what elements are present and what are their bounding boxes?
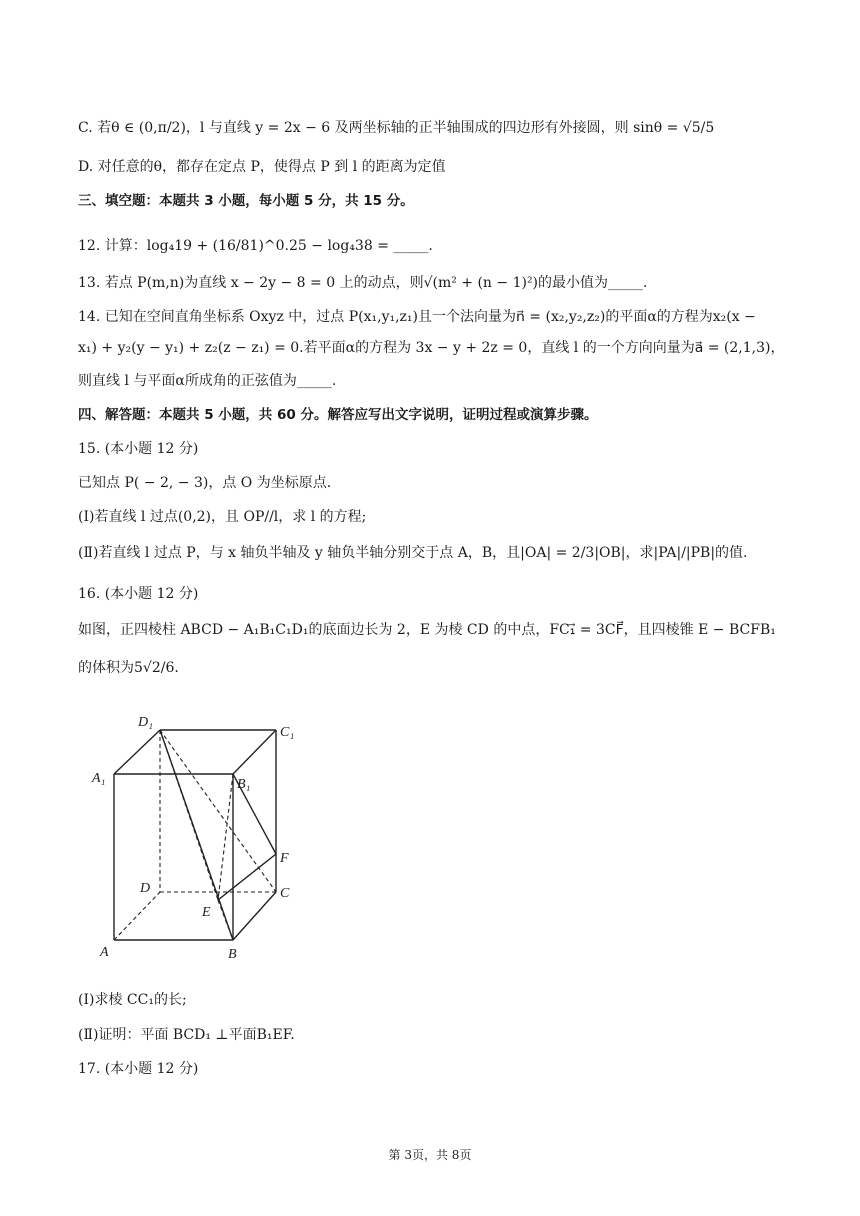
- question-14-line-3: 则直线 l 与平面α所成角的正弦值为_____.: [78, 373, 337, 389]
- section-fill-in-heading: 三、填空题：本题共 3 小题，每小题 5 分，共 15 分。: [78, 193, 414, 209]
- page-footer: 第 3页，共 8页: [388, 1148, 472, 1162]
- edge-e-f: [218, 854, 276, 900]
- edge-a1-d1: [114, 730, 160, 774]
- question-16-part-1: (Ⅰ)求棱 CC₁的长;: [78, 992, 187, 1008]
- option-c: C. 若θ ∈ (0,π/2)，l 与直线 y = 2x − 6 及两坐标轴的正半轴围成的四边形有外接圆，则 sinθ = √5/5: [78, 120, 715, 136]
- label-f: F: [280, 851, 289, 866]
- question-16-stem-2: 的体积为5√2/6.: [78, 660, 179, 676]
- edge-d1-b: [160, 730, 233, 940]
- label-b: B: [228, 947, 237, 962]
- edge-b-c: [233, 892, 276, 940]
- question-14-line-1: 14. 已知在空间直角坐标系 Oxyz 中，过点 P(x₁,y₁,z₁)且一个法向量为n⃗ = (x₂,y₂,z₂)的平面α的方程为x₂(x −: [78, 309, 756, 325]
- edge-b1-c1: [233, 730, 276, 774]
- hidden-edge-e-b: [218, 900, 233, 940]
- hidden-edge-a-d: [114, 892, 160, 940]
- label-d1: D₁: [138, 715, 153, 730]
- question-15-part-2: (Ⅱ)若直线 l 过点 P，与 x 轴负半轴及 y 轴负半轴分别交于点 A，B，且|OA| = 2/3|OB|，求|PA|/|PB|的值.: [78, 545, 748, 561]
- question-12: 12. 计算：log₄19 + (16/81)^0.25 − log₄38 = _____.: [78, 238, 433, 254]
- label-d: D: [140, 881, 151, 896]
- label-b1: B₁: [237, 777, 251, 792]
- label-e: E: [202, 905, 211, 920]
- question-15-stem: 已知点 P( − 2, − 3)，点 O 为坐标原点.: [78, 475, 332, 491]
- question-14-line-2: x₁) + y₂(y − y₁) + z₂(z − z₁) = 0.若平面α的方程为 3x − y + 2z = 0，直线 l 的一个方向向量为a⃗ = (2,1,3)，: [78, 340, 785, 356]
- question-16-title: 16. (本小题 12 分): [78, 586, 199, 602]
- section-solve-heading: 四、解答题：本题共 5 小题，共 60 分。解答应写出文字说明，证明过程或演算步骤。: [78, 407, 598, 423]
- hidden-edge-b1-e: [218, 774, 233, 900]
- question-15-title: 15. (本小题 12 分): [78, 441, 199, 457]
- question-13: 13. 若点 P(m,n)为直线 x − 2y − 8 = 0 上的动点，则√(m² + (n − 1)²)的最小值为_____.: [78, 275, 648, 291]
- question-15-part-1: (Ⅰ)若直线 l 过点(0,2)，且 OP//l，求 l 的方程;: [78, 509, 367, 525]
- prism-figure: [88, 704, 318, 966]
- question-17-title: 17. (本小题 12 分): [78, 1061, 199, 1077]
- label-a1: A₁: [92, 771, 106, 786]
- label-a: A: [100, 945, 109, 960]
- question-16-part-2: (Ⅱ)证明：平面 BCD₁ ⊥平面B₁EF.: [78, 1027, 295, 1043]
- hidden-edge-d1-c: [160, 730, 276, 892]
- question-16-stem-1: 如图，正四棱柱 ABCD − A₁B₁C₁D₁的底面边长为 2，E 为棱 CD 的中点，FC₁⃗ = 3CF⃗，且四棱锥 E − BCFB₁: [78, 622, 776, 638]
- option-d: D. 对任意的θ，都存在定点 P，使得点 P 到 l 的距离为定值: [78, 159, 446, 175]
- label-c1: C₁: [280, 725, 295, 740]
- label-c: C: [280, 886, 290, 901]
